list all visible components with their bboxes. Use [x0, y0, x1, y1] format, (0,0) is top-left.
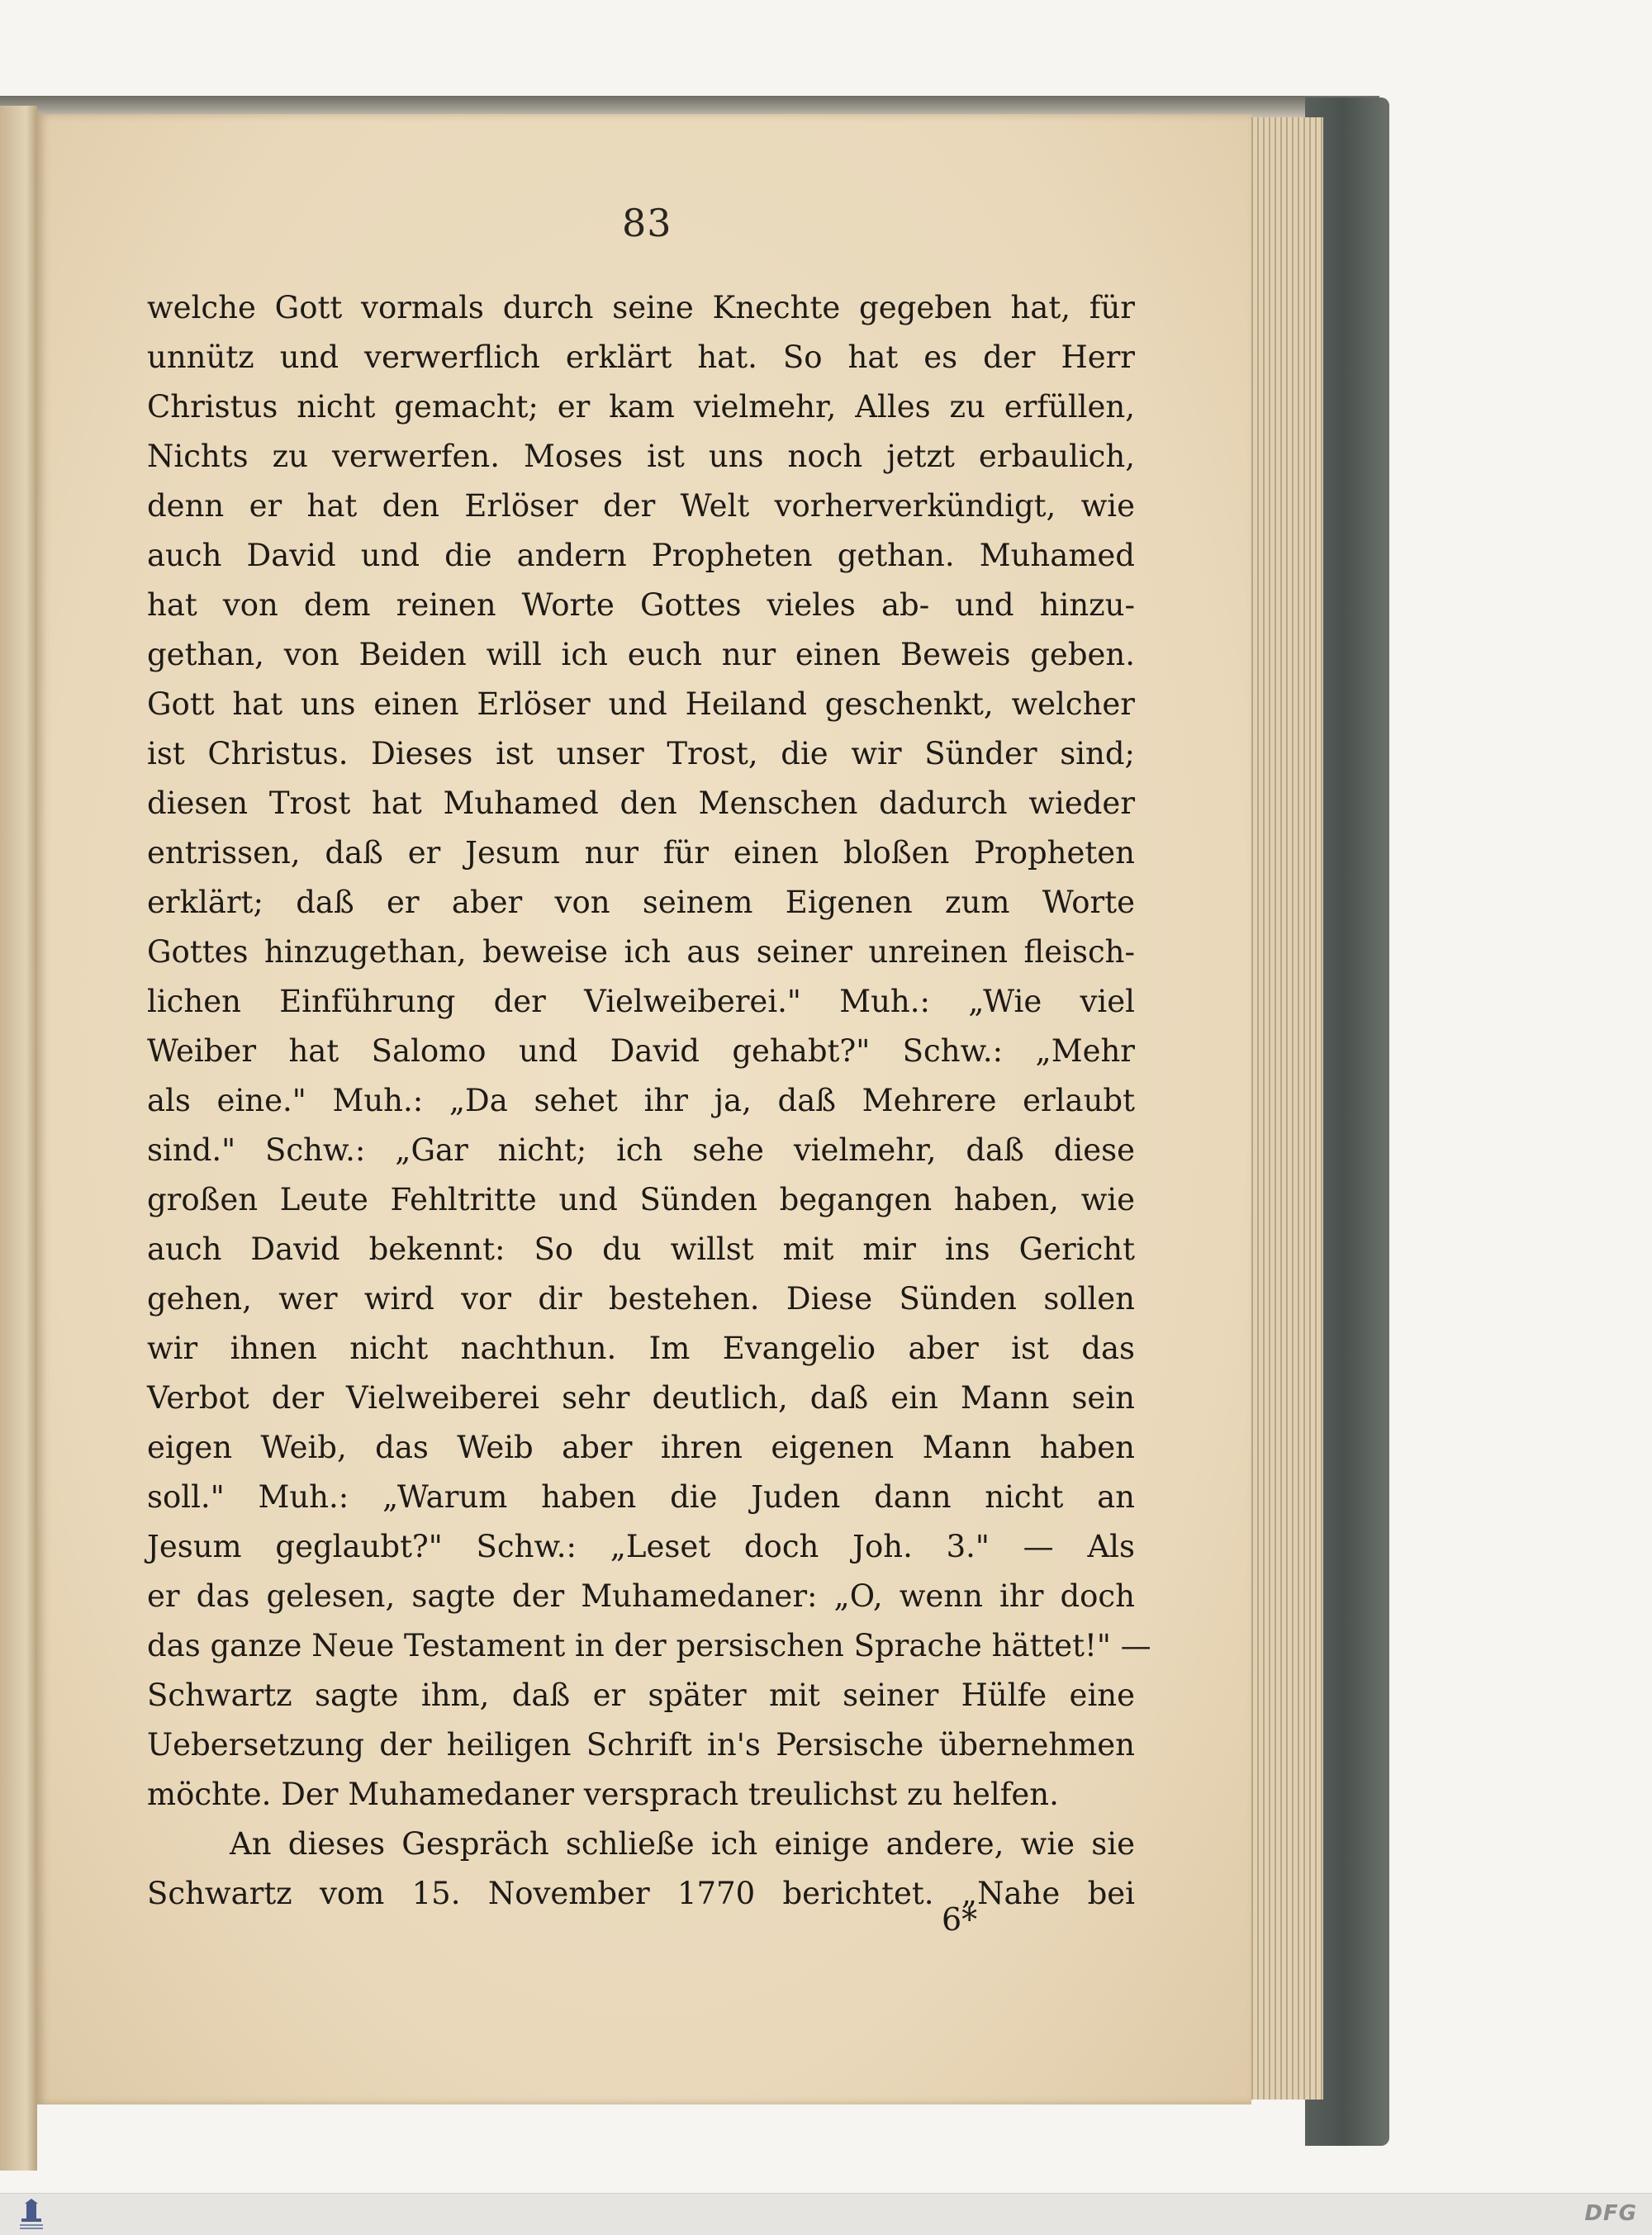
text-line: erklärt; daß er aber von seinem Eigenen zum Worte	[147, 885, 1135, 920]
text-line: Schwartz sagte ihm, daß er später mit seiner Hülfe eine	[147, 1677, 1135, 1713]
text-line: sind." Schw.: „Gar nicht; ich sehe vielmehr, daß diese	[147, 1132, 1135, 1168]
text-line: auch David bekennt: So du willst mit mir ins Gericht	[147, 1231, 1135, 1267]
text-line: auch David und die andern Propheten gethan. Muhamed	[147, 538, 1135, 573]
previous-page-edge	[0, 106, 37, 2171]
text-line: wir ihnen nicht nachthun. Im Evangelio aber ist das	[147, 1331, 1135, 1366]
text-line: Gottes hinzugethan, beweise ich aus seiner unreinen fleisch-	[147, 934, 1135, 970]
text-line: Nichts zu verwerfen. Moses ist uns noch jetzt erbaulich,	[147, 439, 1135, 474]
text-line: Gott hat uns einen Erlöser und Heiland geschenkt, welcher	[147, 686, 1135, 722]
page-edges	[1247, 117, 1323, 2100]
text-line: entrissen, daß er Jesum nur für einen bloßen Propheten	[147, 835, 1135, 871]
text-line: Verbot der Vielweiberei sehr deutlich, daß ein Mann sein	[147, 1380, 1135, 1416]
text-line: hat von dem reinen Worte Gottes vieles ab- und hinzu-	[147, 587, 1135, 623]
text-line: er das gelesen, sagte der Muhamedaner: „O, wenn ihr doch	[147, 1578, 1135, 1614]
text-line: Schwartz vom 15. November 1770 berichtet. „Nahe bei	[147, 1876, 1135, 1911]
text-line: Jesum geglaubt?" Schw.: „Leset doch Joh. 3." — Als	[147, 1529, 1135, 1564]
dfg-logo: DFG	[1584, 2201, 1637, 2226]
text-line: das ganze Neue Testament in der persischen Sprache hättet!" —	[147, 1628, 1151, 1663]
text-line: Christus nicht gemacht; er kam vielmehr, Alles zu erfüllen,	[147, 389, 1135, 425]
text-line: gethan, von Beiden will ich euch nur einen Beweis geben.	[147, 637, 1135, 672]
text-line-paragraph-start: An dieses Gespräch schließe ich einige andere, wie sie	[230, 1826, 1135, 1862]
signature-mark: 6*	[942, 1901, 978, 1938]
text-line: unnütz und verwerflich erklärt hat. So hat es der Herr	[147, 339, 1135, 375]
text-line: denn er hat den Erlöser der Welt vorherverkündigt, wie	[147, 488, 1135, 524]
text-line: als eine." Muh.: „Da sehet ihr ja, daß Mehrere erlaubt	[147, 1083, 1135, 1118]
text-line: soll." Muh.: „Warum haben die Juden dann nicht an	[147, 1479, 1135, 1515]
library-crest-icon	[15, 2199, 48, 2230]
text-line: Uebersetzung der heiligen Schrift in's Persische übernehmen	[147, 1727, 1135, 1763]
page-number: 83	[622, 201, 672, 245]
text-line: lichen Einführung der Vielweiberei." Muh.: „Wie viel	[147, 984, 1135, 1019]
text-line: gehen, wer wird vor dir bestehen. Diese Sünden sollen	[147, 1281, 1135, 1317]
text-line: diesen Trost hat Muhamed den Menschen dadurch wieder	[147, 785, 1135, 821]
text-line: Weiber hat Salomo und David gehabt?" Schw.: „Mehr	[147, 1033, 1135, 1069]
text-line: eigen Weib, das Weib aber ihren eigenen Mann haben	[147, 1430, 1135, 1465]
text-line: welche Gott vormals durch seine Knechte gegeben hat, für	[147, 290, 1135, 325]
text-line: ist Christus. Dieses ist unser Trost, die wir Sünder sind;	[147, 736, 1135, 771]
text-line: möchte. Der Muhamedaner versprach treulichst zu helfen.	[147, 1777, 1059, 1812]
body-text	[147, 283, 1151, 1919]
viewer-footer	[0, 2193, 1652, 2235]
text-line: großen Leute Fehltritte und Sünden begangen haben, wie	[147, 1182, 1135, 1217]
